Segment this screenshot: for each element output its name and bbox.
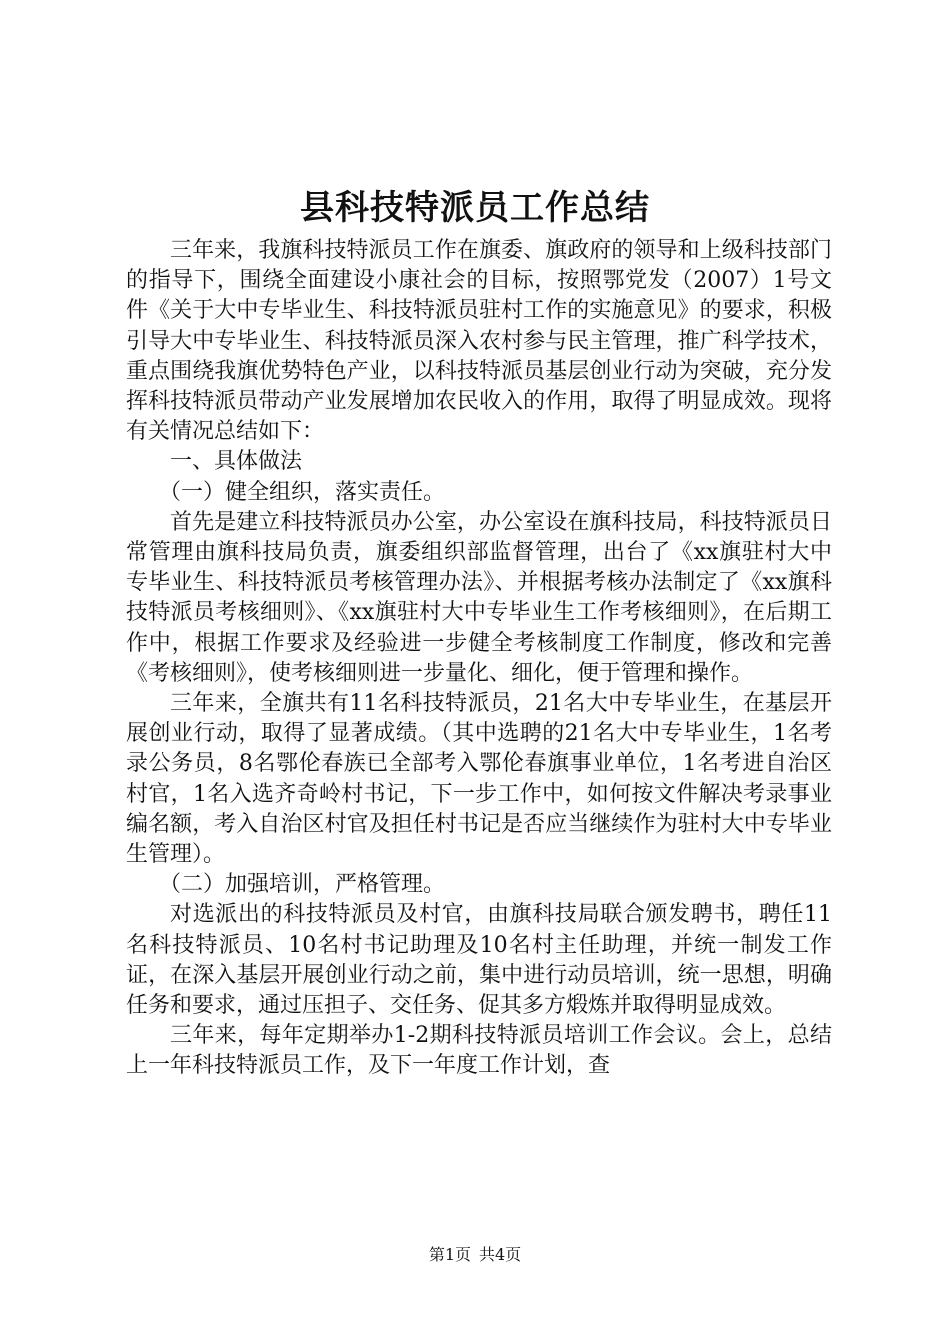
page-total: 共4页 — [479, 1245, 522, 1264]
paragraph-results: 三年来，全旗共有11名科技特派员，21名大中专毕业生，在基层开展创业行动，取得了显著成绩。（其中选聘的21名大中专毕业生，1名考录公务员，8名鄂伦春族已全部考入鄂伦春旗事业单位，1名考进自治区村官，1名入选齐奇岭村书记，下一步工作中，如何按文件解决考录事业编名额，考入自治区村官及担任村书记是否应当继续作为驻村大中专毕业生管理）。 — [126, 691, 832, 868]
subsection-heading-2: （二）加强培训，严格管理。 — [159, 872, 446, 898]
subsection-heading-1: （一）健全组织，落实责任。 — [159, 479, 446, 505]
document-title: 县科技特派员工作总结 — [300, 188, 650, 228]
page-number: 第1页 — [428, 1245, 471, 1264]
paragraph-training: 三年来，每年定期举办1-2期科技特派员培训工作会议。会上，总结上一年科技特派员工作，及下一年度工作计划，查 — [126, 1023, 832, 1079]
page-footer — [0, 1244, 950, 1266]
paragraph-organization: 首先是建立科技特派员办公室，办公室设在旗科技局，科技特派员日常管理由旗科技局负责，旗委组织部监督管理，出台了《xx旗驻村大中专毕业生、科技特派员考核管理办法》、并根据考核办法制定了《xx旗科技特派员考核细则》、《xx旗驻村大中专毕业生工作考核细则》，在后期工作中，根据工作要求及经验进一步健全考核制度工作制度，修改和完善《考核细则》，使考核细则进一步量化、细化，便于管理和操作。 — [126, 509, 832, 686]
paragraph-appointment: 对选派出的科技特派员及村官，由旗科技局联合颁发聘书，聘任11名科技特派员、10名村书记助理及10名村主任助理，并统一制发工作证，在深入基层开展创业行动之前，集中进行动员培训，统一思想，明确任务和要求，通过压担子、交任务、促其多方煅炼并取得明显成效。 — [126, 902, 832, 1019]
section-heading-1: 一、具体做法 — [170, 449, 303, 475]
document-body — [126, 236, 832, 1082]
paragraph-intro: 三年来，我旗科技特派员工作在旗委、旗政府的领导和上级科技部门的指导下，围绕全面建设小康社会的目标，按照鄂党发（2007）1号文件《关于大中专毕业生、科技特派员驻村工作的实施意见》的要求，积极引导大中专毕业生、科技特派员深入农村参与民主管理，推广科学技术，重点围绕我旗优势特色产业，以科技特派员基层创业行动为突破，充分发挥科技特派员带动产业发展增加农民收入的作用，取得了明显成效。现将有关情况总结如下： — [126, 238, 832, 445]
